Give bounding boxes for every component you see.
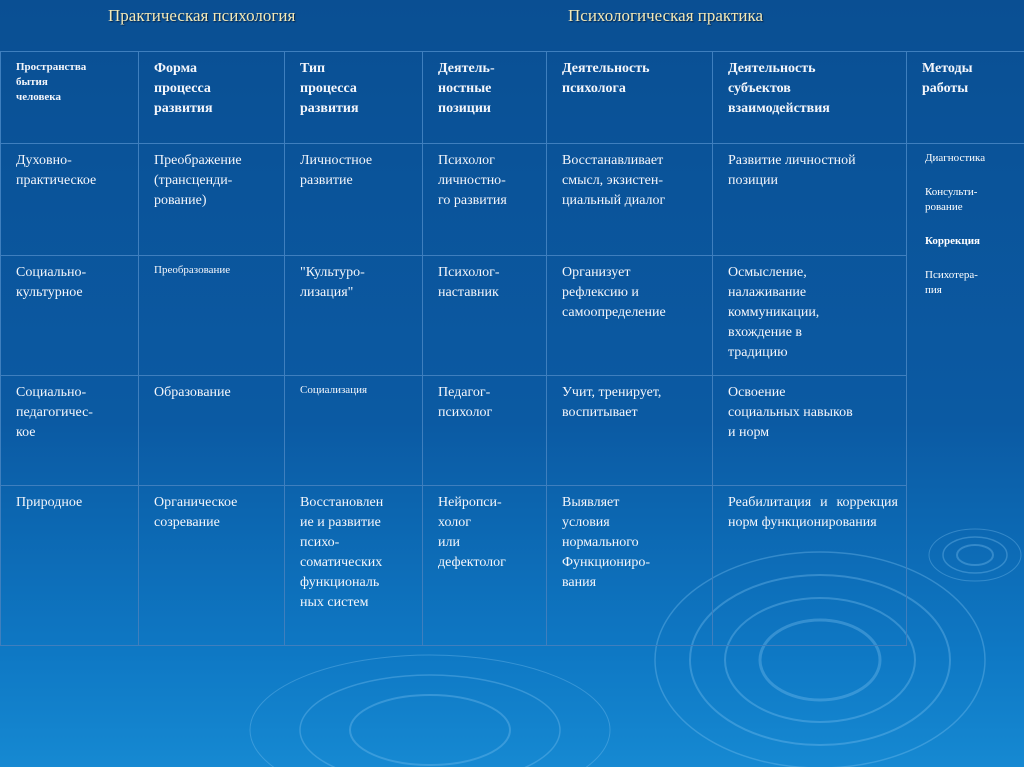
cell-type: "Культуро- лизация" bbox=[300, 265, 365, 300]
cell-position: Психолог- наставник bbox=[438, 265, 500, 300]
cell-activity: Организует рефлексию и самоопределение bbox=[562, 265, 666, 320]
cell-activity: Учит, тренирует, воспитывает bbox=[562, 385, 662, 420]
cell-form: Органическое созревание bbox=[154, 495, 238, 530]
table-row bbox=[1, 376, 1024, 486]
cell-space: Духовно- практическое bbox=[16, 153, 97, 188]
method-psychotherapy: Психотера- пия bbox=[925, 269, 978, 296]
cell-subjects: Освоение социальных навыков и норм bbox=[728, 385, 853, 440]
cell-space: Природное bbox=[16, 495, 83, 510]
header-row bbox=[1, 52, 1024, 144]
cell-subjects: Развитие личностной позиции bbox=[728, 153, 856, 188]
cell-type: Социализация bbox=[300, 384, 368, 396]
title-practical-psychology: Практическая психология bbox=[108, 6, 296, 25]
methods-column bbox=[907, 144, 1024, 646]
table-row bbox=[1, 144, 1024, 256]
cell-type: Восстановлен ие и развитие психо- соматических функциональ ных систем bbox=[300, 495, 384, 610]
header-type: Тип процесса развития bbox=[300, 61, 359, 116]
method-correction: Коррекция bbox=[925, 235, 981, 247]
method-diagnostics: Диагностика bbox=[925, 152, 986, 164]
cell-position: Педагог- психолог bbox=[438, 385, 493, 420]
header-spaces: Пространства бытия человека bbox=[16, 61, 87, 103]
header-psychologist-activity: Деятельность психолога bbox=[562, 61, 650, 96]
method-counseling: Консульти- рование bbox=[925, 186, 978, 213]
table-row bbox=[1, 256, 1024, 376]
cell-space: Социально- культурное bbox=[16, 265, 87, 300]
cell-form: Образование bbox=[154, 385, 231, 400]
header-form: Форма процесса развития bbox=[154, 61, 213, 116]
cell-form: Преображение (трансценди- рование) bbox=[154, 153, 242, 208]
comparison-table bbox=[0, 51, 1024, 646]
cell-activity: Восстанавливает смысл, экзистен- циальный диалог bbox=[562, 153, 666, 208]
cell-type: Личностное развитие bbox=[300, 153, 373, 188]
cell-form: Преобразование bbox=[154, 264, 231, 276]
header-methods: Методы работы bbox=[922, 61, 973, 96]
cell-subjects: Осмысление, налаживание коммуникации, вхождение в традицию bbox=[728, 265, 820, 360]
header-subjects-activity: Деятельность субъектов взаимодействия bbox=[728, 61, 830, 116]
cell-position: Нейропси- холог или дефектолог bbox=[438, 495, 506, 570]
cell-space: Социально- педагогичес- кое bbox=[16, 385, 93, 440]
cell-position: Психолог личностно- го развития bbox=[438, 153, 507, 208]
title-psychological-practice: Психологическая практика bbox=[568, 6, 764, 25]
cell-activity: Выявляет условия нормального Функциониро- вания bbox=[562, 495, 650, 590]
table-row bbox=[1, 486, 1024, 646]
header-positions: Деятель- ностные позиции bbox=[438, 61, 495, 116]
cell-subjects: Реабилитация и коррекция норм функционирования bbox=[728, 495, 898, 530]
